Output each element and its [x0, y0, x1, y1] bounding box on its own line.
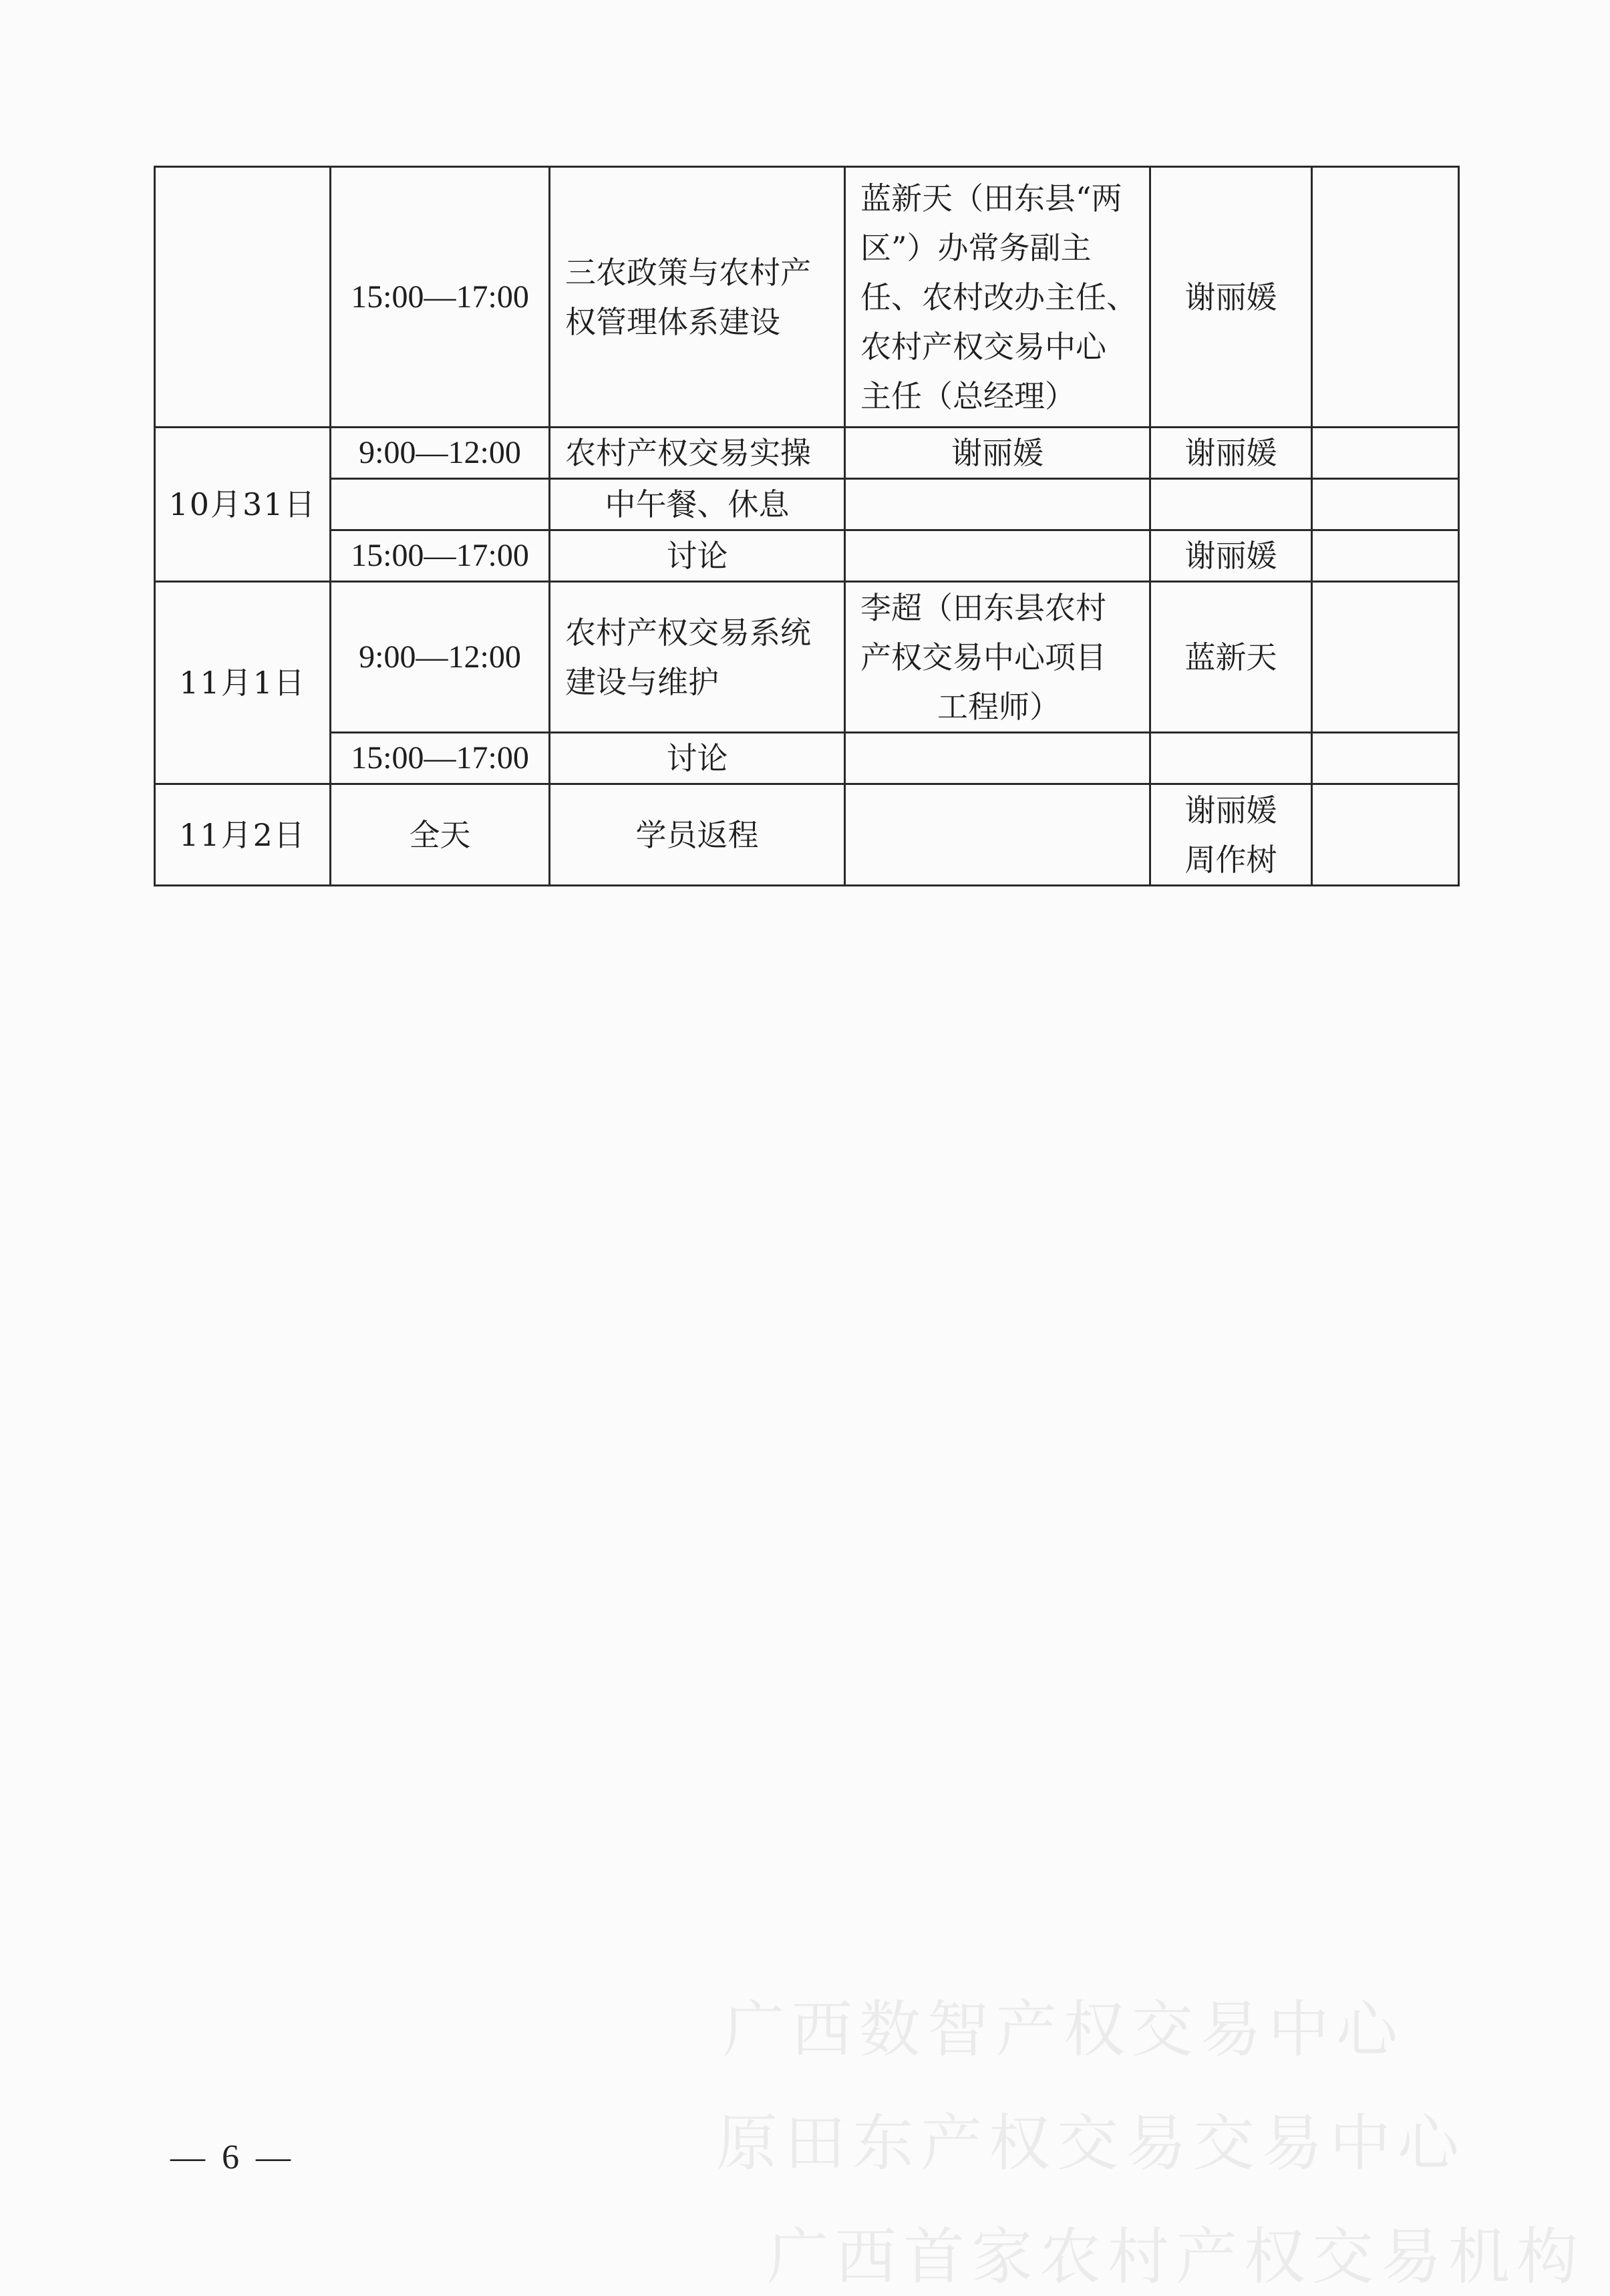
- organizer-cell: 蓝新天: [1150, 582, 1312, 733]
- lecturer-line: 区”）办常务副主: [860, 229, 1092, 266]
- time-cell: [331, 479, 550, 530]
- watermark-line-1: 广西数智产权交易中心: [723, 1994, 1405, 2066]
- lecturer-line: 农村产权交易中心: [860, 328, 1106, 365]
- note-cell: [1312, 733, 1459, 784]
- time-cell: 15:00—17:00: [331, 530, 550, 582]
- topic-cell: 三农政策与农村产权管理体系建设: [550, 167, 845, 428]
- note-cell: [1312, 784, 1459, 886]
- note-cell: [1312, 167, 1459, 428]
- organizer-cell: [1150, 784, 1312, 886]
- date-cell: 11月2日: [155, 784, 331, 886]
- table-row: [155, 582, 1459, 733]
- organizer-cell: 谢丽媛: [1150, 530, 1312, 582]
- organizer-line: 谢丽媛: [1184, 792, 1277, 828]
- organizer-cell: 谢丽媛: [1150, 167, 1312, 428]
- watermark-line-2: 原田东产权交易交易中心: [716, 2108, 1466, 2179]
- schedule-table: [154, 166, 1460, 886]
- table-row: [155, 530, 1459, 582]
- organizer-cell: 谢丽媛: [1150, 428, 1312, 479]
- lecturer-cell: 谢丽媛: [845, 428, 1150, 479]
- lecturer-line: 主任（总经理）: [860, 377, 1076, 414]
- topic-cell: 农村产权交易系统建设与维护: [550, 582, 845, 733]
- time-cell: 9:00—12:00: [331, 582, 550, 733]
- lecturer-line: 李超（田东县农村: [860, 589, 1106, 626]
- table-row: [155, 479, 1459, 530]
- lecturer-cell: [845, 167, 1150, 428]
- watermark-line-3: 广西首家农村产权交易机构: [767, 2221, 1585, 2293]
- lecturer-line: 工程师）: [937, 688, 1060, 725]
- lecturer-line: 产权交易中心项目: [860, 639, 1106, 675]
- lecturer-line: 任、农村改办主任、: [860, 279, 1137, 315]
- table-row: [155, 428, 1459, 479]
- table-row: [155, 784, 1459, 886]
- table-row: [155, 733, 1459, 784]
- note-cell: [1312, 428, 1459, 479]
- topic-cell: 讨论: [550, 530, 845, 582]
- topic-cell: 中午餐、休息: [550, 479, 845, 530]
- organizer-cell: [1150, 479, 1312, 530]
- time-cell: 9:00—12:00: [331, 428, 550, 479]
- time-cell: 15:00—17:00: [331, 733, 550, 784]
- date-cell: 11月1日: [155, 582, 331, 784]
- time-cell: 全天: [331, 784, 550, 886]
- lecturer-cell: [845, 784, 1150, 886]
- lecturer-line: 蓝新天（田东县“两: [860, 180, 1122, 216]
- topic-cell: 学员返程: [550, 784, 845, 886]
- note-cell: [1312, 530, 1459, 582]
- organizer-line: 周作树: [1184, 841, 1277, 878]
- topic-cell: 讨论: [550, 733, 845, 784]
- page-number: — 6 —: [170, 2138, 295, 2176]
- note-cell: [1312, 479, 1459, 530]
- lecturer-cell: [845, 479, 1150, 530]
- time-cell: 15:00—17:00: [331, 167, 550, 428]
- note-cell: [1312, 582, 1459, 733]
- lecturer-cell: [845, 530, 1150, 582]
- date-cell: 10月31日: [155, 428, 331, 582]
- lecturer-cell: [845, 582, 1150, 733]
- date-cell: [155, 167, 331, 428]
- topic-cell: 农村产权交易实操: [550, 428, 845, 479]
- organizer-cell: [1150, 733, 1312, 784]
- table-row: [155, 167, 1459, 428]
- lecturer-cell: [845, 733, 1150, 784]
